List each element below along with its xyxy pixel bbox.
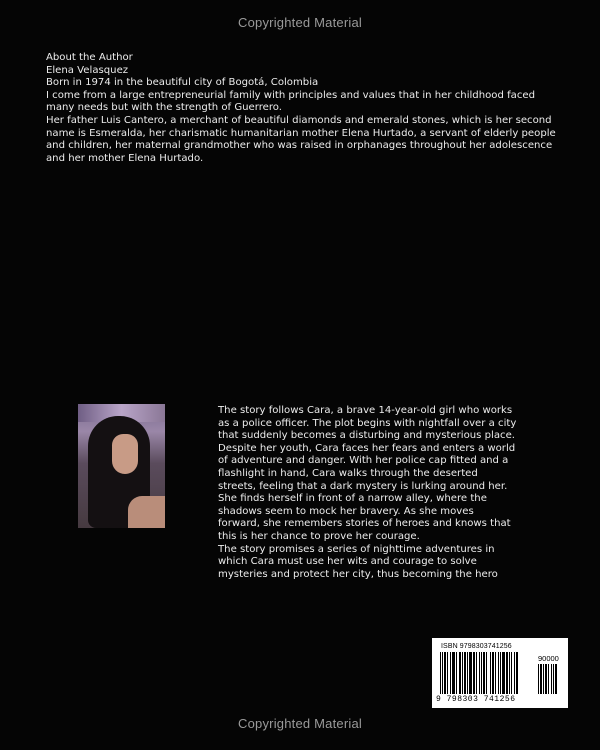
watermark-bottom: Copyrighted Material	[238, 716, 362, 731]
barcode-digits: 9 798303 741256	[436, 695, 516, 704]
about-the-author-section	[46, 52, 558, 165]
author-heading: About the Author	[46, 52, 133, 63]
story-summary	[218, 405, 518, 581]
barcode-bars	[440, 652, 534, 694]
story-paragraph: The story promises a series of nighttime adventures in which Cara must use her wits and courage to solve mysteries and protect her city, thus becoming the hero	[218, 543, 498, 580]
price-barcode-bars	[538, 664, 562, 694]
author-paragraph: Her father Luis Cantero, a merchant of beautiful diamonds and emerald stones, which is her second name is Esmeralda, her charismatic humanitarian mother Elena Hurtado, a servant of elderly people and children, her maternal grandmother who was raised in orphanages throughout her adolescence and her mother Elena Hurtado.	[46, 114, 556, 164]
author-photo	[78, 404, 165, 528]
watermark-top: Copyrighted Material	[238, 15, 362, 30]
isbn-label: ISBN 9798303741256	[441, 643, 512, 650]
story-paragraph: The story follows Cara, a brave 14-year-old girl who works as a police officer. The plot begins with nightfall over a city that suddenly becomes a disturbing and mysterious place. Despite her youth, Cara faces her fears and enters a world of adventure and danger. With her police cap fitted and a flashlight in hand, Cara walks through the deserted streets, feeling that a dark mystery is lurking around her. She finds herself in front of a narrow alley, where the shadows seem to mock her bravery. As she moves forward, she remembers stories of heroes and knows that this is her chance to prove her courage.	[218, 405, 517, 542]
price-code: 90000	[538, 654, 559, 663]
isbn-barcode	[432, 638, 568, 708]
author-name: Elena Velasquez	[46, 64, 129, 76]
author-paragraph: Born in 1974 in the beautiful city of Bogotá, Colombia	[46, 77, 319, 89]
author-paragraph: I come from a large entrepreneurial family with principles and values that in her childhood faced many needs but with the strength of Guerrero.	[46, 89, 535, 114]
